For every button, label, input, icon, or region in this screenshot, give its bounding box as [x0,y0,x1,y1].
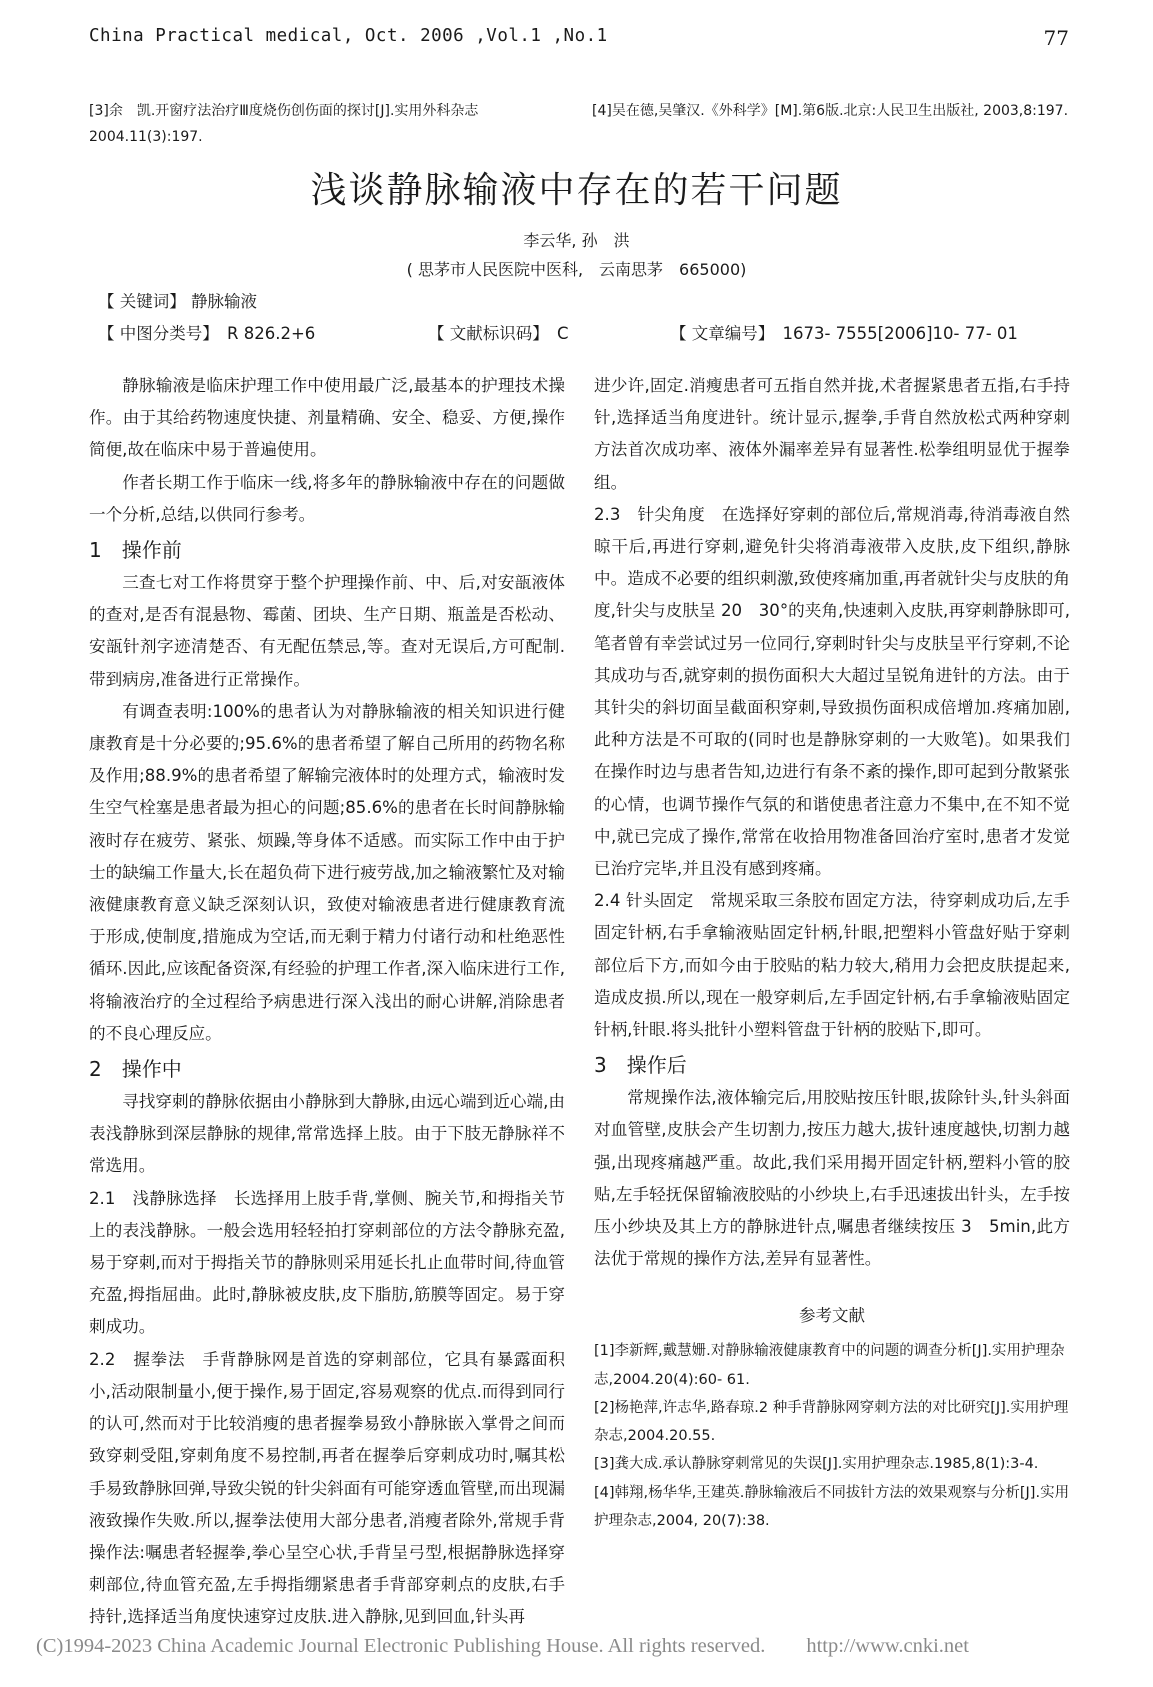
running-header [89,26,1069,56]
subsection-paragraph: 2.4 针头固定 常规采取三条胶布固定方法，待穿刺成功后,左手固定针柄,右手拿输液贴固定针柄,针眼,把塑料小管盘好贴于穿刺部位后下方,而如今由于胶贴的粘力较大,稍用力会把皮肤提起来,造成皮损.所以,现在一般穿刺后,左手固定针柄,右手拿输液贴固定针柄,针眼.将头批针小塑料管盘于针柄的胶贴下,即可。 [594,891,1070,1040]
body-paragraph: 作者长期工作于临床一线,将多年的静脉输液中存在的问题做一个分析,总结,以供同行参考。 [89,472,565,524]
keywords: 【 关键词】 静脉输液 [98,292,257,311]
subsection-paragraph: 2.2 握拳法 手背静脉网是首选的穿刺部位，它具有暴露面积小,活动限制量小,便于操作,易于固定,容易观察的优点.而得到同行的认可,然而对于比较消瘦的患者握拳易致小静脉嵌入掌骨之间而致穿刺受阻,穿刺角度不易控制,再者在握拳后穿刺成功时,嘱其松手易致静脉回弹,导致尖锐的针尖斜面有可能穿透血管壁,而出现漏液致操作失败.所以,握拳法使用大部分患者,消瘦者除外,常规手背操作法:嘱患者轻握拳,拳心呈空心状,手背呈弓型,根据静脉选择穿刺部位,待血管充盈,左手拇指绷紧患者手背部穿刺点的皮肤,右手持针,选择适当角度快速穿过皮肤.进入静脉,见到回血,针头再 [89,1349,565,1627]
page-number: 77 [1043,26,1069,50]
article-number: 【 文章编号】 1673- 7555[2006]10- 77- 01 [670,324,1018,343]
reference-item: [2]杨艳萍,许志华,路春琼.2 种手背静脉网穿刺方法的对比研究[J].实用护理杂志,2004.20.55. [594,1399,1069,1445]
section-heading: 3 操作后 [594,1053,687,1078]
copyright-footer: (C)1994-2023 China Academic Journal Electronic Publishing House. All rights reserved. http://www.cnki.net [36,1635,969,1657]
body-paragraph: 有调查表明:100%的患者认为对静脉输液的相关知识进行健康教育是十分必要的;95.6%的患者希望了解自己所用的药物名称及作用;88.9%的患者希望了解输完液体时的处理方式，输液时发生空气栓塞是患者最为担心的问题;85.6%的患者在长时间静脉输液时存在疲劳、紧张、烦躁,等身体不适感。而实际工作中由于护士的缺编工作量大,长在超负荷下进行疲劳战,加之输液繁忙及对输液健康教育意义缺乏深刻认识，致使对输液患者进行健康教育流于形成,使制度,措施成为空话,而无剩于精力付诸行动和杜绝恶性循环.因此,应该配备资深,有经验的护理工作者,深入临床进行工作,将输液治疗的全过程给予病患进行深入浅出的耐心讲解,消除患者的不良心理反应。 [89,701,565,1043]
article-authors: 李云华, 孙 洪 [523,231,630,250]
body-paragraph: 静脉输液是临床护理工作中使用最广泛,最基本的护理技术操作。由于其给药物速度快捷、剂量精确、安全、稳妥、方便,操作简便,故在临床中易于普遍使用。 [89,376,565,460]
body-paragraph: 三查七对工作将贯穿于整个护理操作前、中、后,对安瓿液体的查对,是否有混悬物、霉菌、团块、生产日期、瓶盖是否松动、安瓿针剂字迹清楚否、有无配伍禁忌,等。查对无误后,方可配制.带到病房,准备进行正常操作。 [89,573,565,689]
body-paragraph: 进少许,固定.消瘦患者可五指自然并拢,术者握紧患者五指,右手持针,选择适当角度进针。统计显示,握拳,手背自然放松式两种穿刺方法首次成功率、液体外漏率差异有显著性.松拳组明显优于握拳组。 [594,376,1070,492]
section-heading: 1 操作前 [89,538,182,563]
journal-info: China Practical medical, Oct. 2006 ,Vol.1 ,No.1 [89,26,608,46]
clc-number: 【 中图分类号】 R 826.2+6 [98,324,316,343]
subsection-paragraph: 2.1 浅静脉选择 长选择用上肢手背,掌侧、腕关节,和拇指关节上的表浅静脉。一般会选用轻轻拍打穿刺部位的方法令静脉充盈,易于穿刺,而对于拇指关节的静脉则采用延长扎止血带时间,待血管充盈,拇指屈曲。此时,静脉被皮肤,皮下脂肪,筋膜等固定。易于穿刺成功。 [89,1188,565,1337]
continued-reference-left: [3]余 凯.开窗疗法治疗Ⅲ度烧伤创伤面的探讨[J].实用外科杂志 2004.11(3):197. [89,103,479,145]
body-paragraph: 常规操作法,液体输完后,用胶贴按压针眼,拔除针头,针头斜面对血管壁,皮肤会产生切割力,按压力越大,拔针速度越快,切割力越强,出现疼痛越严重。故此,我们采用揭开固定针柄,塑料小管的胶贴,左手轻抚保留输液胶贴的小纱块上,右手迅速拔出针头，左手按压小纱块及其上方的静脉进针点,嘱患者继续按压 3 5min,此方法优于常规的操作方法,差异有显著性。 [594,1088,1070,1269]
reference-item: [4]韩翔,杨华华,王建英.静脉输液后不同拔针方法的效果观察与分析[J].实用护理杂志,2004, 20(7):38. [594,1484,1070,1529]
document-code: 【 文献标识码】 C [428,324,569,343]
left-column [89,370,565,1634]
author-affiliation: ( 思茅市人民医院中医科, 云南思茅 665000) [406,260,747,279]
reference-item: [1]李新辉,戴慧姗.对静脉输液健康教育中的问题的调查分析[J].实用护理杂志,2004.20(4):60- 61. [594,1343,1065,1388]
continued-references [89,98,1069,148]
reference-item: [3]龚大成.承认静脉穿刺常见的失误[J].实用护理杂志.1985,8(1):3-4. [594,1456,1039,1473]
continued-reference-right: [4]吴在德,吴肇汉.《外科学》[M].第6版.北京:人民卫生出版社, 2003,8:197. [592,103,1069,119]
article-title: 浅谈静脉输液中存在的若干问题 [310,170,843,211]
body-paragraph: 寻找穿刺的静脉依据由小静脉到大静脉,由远心端到近心端,由表浅静脉到深层静脉的规律,常常选择上肢。由于下肢无静脉祥不常选用。 [89,1092,565,1176]
right-column [594,370,1070,1535]
references-title: 参考文献 [799,1306,865,1326]
section-heading: 2 操作中 [89,1057,182,1082]
subsection-paragraph: 2.3 针尖角度 在选择好穿刺的部位后,常规消毒,待消毒液自然晾干后,再进行穿刺,避免针尖将消毒液带入皮肤,皮下组织,静脉中。造成不必要的组织刺激,致使疼痛加重,再者就针尖与皮肤的角度,针尖与皮肤呈 20 30°的夹角,快速刺入皮肤,再穿刺静脉即可,笔者曾有幸尝试过另一位同行,穿刺时针尖与皮肤呈平行穿刺,不论其成功与否,就穿刺的损伤面积大大超过呈锐角进针的方法。由于其针尖的斜切面呈截面积穿刺,导致损伤面积成倍增加.疼痛加剧,此种方法是不可取的(同时也是静脉穿刺的一大败笔)。如果我们在操作时边与患者告知,边进行有条不紊的操作,即可起到分散紧张的心情，也调节操作气氛的和谐使患者注意力不集中,在不知不觉中,就已完成了操作,常常在收拾用物准备回治疗室时,患者才发觉已治疗完毕,并且没有感到疼痛。 [594,504,1070,879]
